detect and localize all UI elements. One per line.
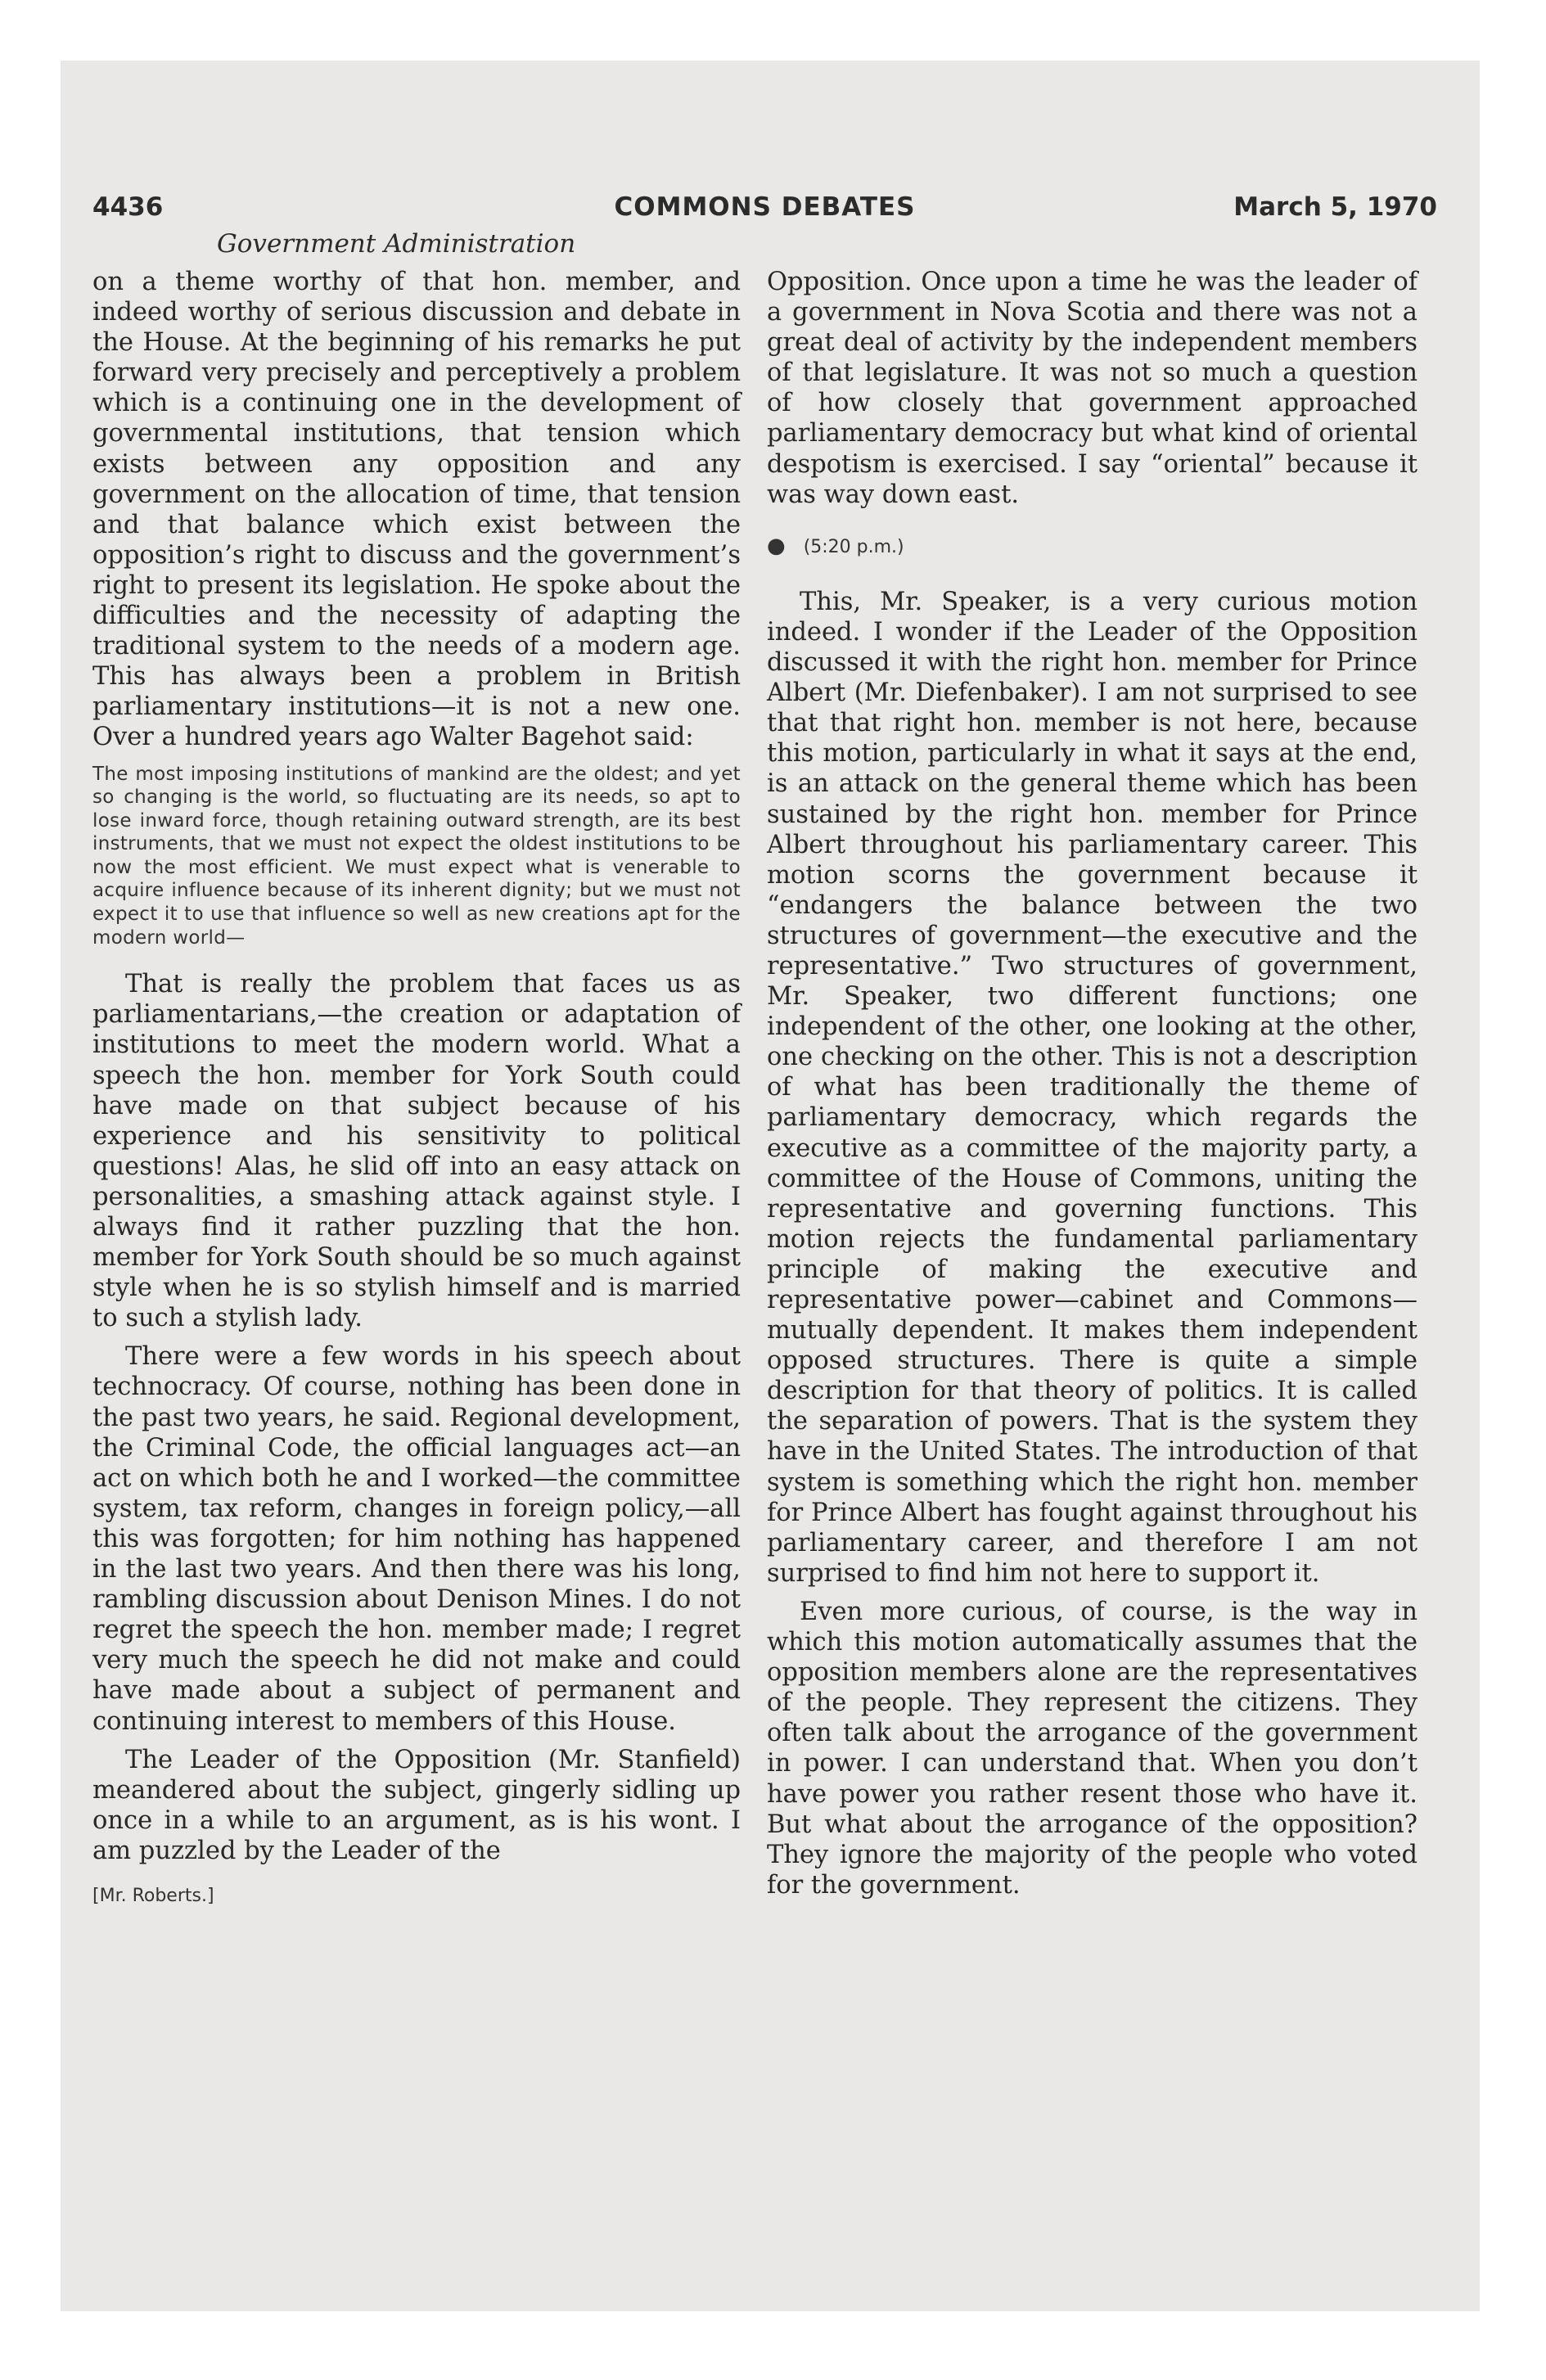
section-title: Government Administration (217, 229, 576, 259)
paragraph: That is really the problem that faces us as parliamentarians,—the creation or adaptation of institutions to meet the modern world. What a speech the hon. member for York South could have made on that subject because of his experience and his sensitivity to political questions! Alas, he slid off into an easy attack on personalities, a smashing attack against style. I always find it rather puzzling that the hon. member for York South should be so much against style when he is so stylish himself and is married to such a stylish lady. (92, 970, 741, 1333)
right-column (767, 267, 1418, 1900)
paragraph: The Leader of the Opposition (Mr. Stanfield) meandered about the subject, gingerly sidling up once in a while to an argument, as is his wont. I am puzzled by the Leader of the (92, 1745, 741, 1865)
publication-title: COMMONS DEBATES (614, 192, 916, 222)
time-stamp (767, 531, 1418, 562)
speaker-tag: [Mr. Roberts.] (92, 1885, 214, 1906)
paragraph: There were a few words in his speech about technocracy. Of course, nothing has been done in the past two years, he said. Regional development, the Criminal Code, the official languages act—an act on which both he and I worked—the committee system, tax reform, changes in foreign policy,—all this was forgotten; for him nothing has happened in the last two years. And then there was his long, rambling discussion about Denison Mines. I do not regret the speech the hon. member made; I regret very much the speech he did not make and could have made about a subject of permanent and continuing interest to members of this House. (92, 1342, 741, 1736)
publication-date: March 5, 1970 (1233, 192, 1437, 222)
time-stamp-text: (5:20 p.m.) (803, 536, 904, 557)
paragraph: on a theme worthy of that hon. member, and indeed worthy of serious discussion and debate in the House. At the beginning of his remarks he put forward very precisely and perceptively a problem which is a continuing one in the development of governmental institutions, that tension which exists between any opposition and any government on the allocation of time, that tension and that balance which exist between the opposition’s right to discuss and the government’s right to present its legislation. He spoke about the difficulties and the necessity of adapting the traditional system to the needs of a modern age. This has always been a problem in British parliamentary institutions—it is not a new one. Over a hundred years ago Walter Bagehot said: (92, 268, 741, 752)
paragraph: This, Mr. Speaker, is a very curious motion indeed. I wonder if the Leader of the Opposition discussed it with the right hon. member for Prince Albert (Mr. Diefenbaker). I am not surprised to see that that right hon. member is not here, because this motion, particularly in what it says at the end, is an attack on the general theme which has been sustained by the right hon. member for Prince Albert throughout his parliamentary career. This motion scorns the government because it “endangers the balance between the two structures of government—the executive and the representative.” Two structures of government, Mr. Speaker, two different functions; one independent of the other, one looking at the other, one checking on the other. This is not a description of what has been traditionally the theme of parliamentary democracy, which regards the executive as a committee of the majority party, a committee of the House of Commons, uniting the representative and governing functions. This motion rejects the fundamental parliamentary principle of making the executive and representative power—cabinet and Commons—mutually dependent. It makes them independent opposed structures. There is quite a simple description for that theory of politics. It is called the separation of powers. That is the system they have in the United States. The introduction of that system is something which the right hon. member for Prince Albert has fought against throughout his parliamentary career, and therefore I am not surprised to find him not here to support it. (767, 587, 1418, 1588)
left-column (92, 267, 741, 1911)
bullet-icon: ● (767, 533, 786, 558)
paragraph: Even more curious, of course, is the way in which this motion automatically assumes that the opposition members alone are the representatives of the people. They represent the citizens. They often talk about the arrogance of the government in power. I can understand that. When you don’t have power you rather resent those who have it. But what about the arrogance of the opposition? They ignore the majority of the people who voted for the government. (767, 1597, 1418, 1900)
page-header (92, 192, 1437, 233)
page-number: 4436 (92, 192, 164, 222)
block-quote: The most imposing institutions of mankind are the oldest; and yet so changing is the world, so fluctuating are its needs, so apt to lose inward force, though retaining outward strength, are its best instruments, that we must not expect the oldest institutions to be now the most efficient. We must expect what is venerable to acquire influence because of its inherent dignity; but we must not expect it to use that influence so well as new creations apt for the modern world— (92, 763, 741, 949)
paragraph: Opposition. Once upon a time he was the leader of a government in Nova Scotia and there was not a great deal of activity by the independent members of that legislature. It was not so much a question of how closely that government approached parliamentary democracy but what kind of oriental despotism is exercised. I say “oriental” because it was way down east. (767, 268, 1418, 509)
